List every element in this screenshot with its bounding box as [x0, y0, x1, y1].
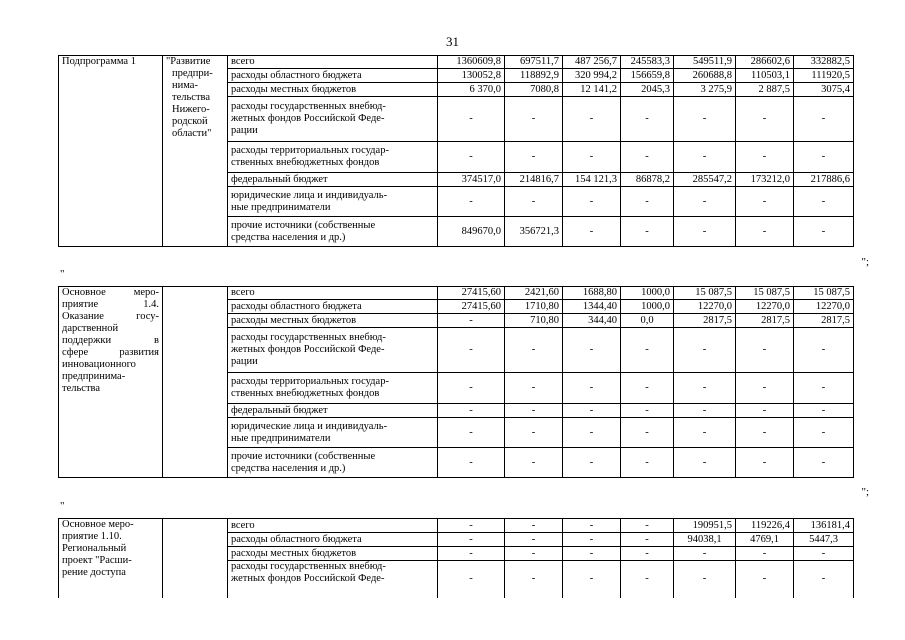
- cell: -: [438, 404, 505, 418]
- cell: -: [621, 142, 674, 173]
- cell: 27415,60: [438, 287, 505, 300]
- subprogram-1-table: [58, 55, 854, 247]
- row-label: расходы областного бюджета: [228, 69, 438, 83]
- cell: -: [505, 519, 563, 533]
- cell: -: [505, 404, 563, 418]
- cell: 332882,5: [794, 56, 854, 69]
- cell: 2045,3: [621, 83, 674, 97]
- cell: -: [736, 373, 794, 404]
- cell: -: [621, 418, 674, 448]
- cell: -: [736, 217, 794, 247]
- cell: 15 087,5: [674, 287, 736, 300]
- cell: -: [621, 97, 674, 142]
- cell: -: [438, 373, 505, 404]
- cell: 136181,4: [794, 519, 854, 533]
- cell: -: [505, 561, 563, 598]
- section-1-subtitle: "Развитие предпри- нима- тельства Нижего- родской области": [163, 56, 228, 247]
- cell: -: [438, 97, 505, 142]
- cell: -: [505, 373, 563, 404]
- cell: -: [794, 373, 854, 404]
- row-label: расходы местных бюджетов: [228, 83, 438, 97]
- row-label: юридические лица и индивидуаль- ные предприниматели: [228, 187, 438, 217]
- cell: 1344,40: [563, 300, 621, 314]
- cell: 6 370,0: [438, 83, 505, 97]
- row-label: прочие источники (собственные средства населения и др.): [228, 217, 438, 247]
- cell: -: [438, 418, 505, 448]
- page-number: 31: [446, 34, 459, 49]
- cell: 1360609,8: [438, 56, 505, 69]
- measure-1-10-table: [58, 518, 854, 598]
- cell: -: [621, 404, 674, 418]
- cell: 374517,0: [438, 173, 505, 187]
- cell: -: [621, 328, 674, 373]
- cell: -: [621, 519, 674, 533]
- row-all: [59, 519, 854, 533]
- cell: -: [674, 418, 736, 448]
- cell: 214816,7: [505, 173, 563, 187]
- cell: -: [621, 547, 674, 561]
- cell: -: [621, 533, 674, 547]
- cell: 487 256,7: [563, 56, 621, 69]
- cell: 344,40: [563, 314, 621, 328]
- cell: 156659,8: [621, 69, 674, 83]
- cell: -: [674, 373, 736, 404]
- cell: -: [621, 187, 674, 217]
- cell: -: [794, 142, 854, 173]
- cell: -: [794, 448, 854, 478]
- cell: 27415,60: [438, 300, 505, 314]
- section-3-title: Основное меро- приятие 1.10. Региональный проект "Расши- рение доступа: [59, 519, 163, 598]
- cell: 154 121,3: [563, 173, 621, 187]
- cell: -: [736, 142, 794, 173]
- cell: 2421,60: [505, 287, 563, 300]
- cell: 849670,0: [438, 217, 505, 247]
- row-label: расходы местных бюджетов: [228, 547, 438, 561]
- cell: 710,80: [505, 314, 563, 328]
- cell: 86878,2: [621, 173, 674, 187]
- cell: -: [563, 519, 621, 533]
- cell: 12270,0: [674, 300, 736, 314]
- row-label: расходы областного бюджета: [228, 300, 438, 314]
- row-label: федеральный бюджет: [228, 404, 438, 418]
- cell: -: [794, 328, 854, 373]
- row-label: расходы территориальных государ- ственных внебюджетных фондов: [228, 373, 438, 404]
- cell: -: [674, 404, 736, 418]
- quote-opener: ": [60, 268, 65, 280]
- cell: -: [438, 519, 505, 533]
- cell: -: [674, 97, 736, 142]
- cell: -: [674, 187, 736, 217]
- cell: 549511,9: [674, 56, 736, 69]
- cell: -: [736, 448, 794, 478]
- cell: -: [736, 187, 794, 217]
- cell: 285547,2: [674, 173, 736, 187]
- cell: 4769,1: [736, 533, 794, 547]
- cell: -: [736, 418, 794, 448]
- cell: 697511,7: [505, 56, 563, 69]
- cell: -: [674, 328, 736, 373]
- row-label: расходы областного бюджета: [228, 533, 438, 547]
- cell: -: [794, 418, 854, 448]
- row-all: [59, 56, 854, 69]
- measure-1-4-table: [58, 286, 854, 478]
- cell: 286602,6: [736, 56, 794, 69]
- cell: -: [505, 418, 563, 448]
- cell: -: [563, 142, 621, 173]
- cell: 2 887,5: [736, 83, 794, 97]
- row-label: расходы государственных внебюд- жетных фондов Российской Феде- рации: [228, 97, 438, 142]
- cell: 110503,1: [736, 69, 794, 83]
- cell: 1000,0: [621, 300, 674, 314]
- cell: -: [674, 561, 736, 598]
- cell: -: [438, 328, 505, 373]
- section-3-subtitle-empty: [163, 519, 228, 598]
- cell: 1688,80: [563, 287, 621, 300]
- cell: 1710,80: [505, 300, 563, 314]
- cell: -: [736, 561, 794, 598]
- cell: 5447,3: [794, 533, 854, 547]
- cell: -: [505, 187, 563, 217]
- cell: 7080,8: [505, 83, 563, 97]
- row-label: всего: [228, 56, 438, 69]
- cell: -: [736, 328, 794, 373]
- cell: -: [563, 187, 621, 217]
- cell: 0,0: [621, 314, 674, 328]
- section-1-title: Подпрограмма 1: [59, 56, 163, 247]
- cell: -: [505, 448, 563, 478]
- row-label: всего: [228, 287, 438, 300]
- cell: -: [438, 547, 505, 561]
- cell: 118892,9: [505, 69, 563, 83]
- cell: -: [794, 217, 854, 247]
- row-label: расходы государственных внебюд- жетных фондов Российской Феде- рации: [228, 328, 438, 373]
- cell: 217886,6: [794, 173, 854, 187]
- cell: -: [438, 561, 505, 598]
- cell: -: [563, 328, 621, 373]
- cell: -: [621, 448, 674, 478]
- cell: -: [505, 533, 563, 547]
- cell: 173212,0: [736, 173, 794, 187]
- section-2-subtitle-empty: [163, 287, 228, 478]
- cell: 320 994,2: [563, 69, 621, 83]
- cell: -: [438, 448, 505, 478]
- cell: 130052,8: [438, 69, 505, 83]
- row-label: расходы местных бюджетов: [228, 314, 438, 328]
- cell: 2817,5: [674, 314, 736, 328]
- cell: -: [505, 547, 563, 561]
- cell: 12270,0: [736, 300, 794, 314]
- cell: -: [563, 448, 621, 478]
- cell: 15 087,5: [794, 287, 854, 300]
- cell: -: [674, 142, 736, 173]
- cell: 260688,8: [674, 69, 736, 83]
- cell: -: [438, 187, 505, 217]
- cell: 190951,5: [674, 519, 736, 533]
- cell: 119226,4: [736, 519, 794, 533]
- cell: 94038,1: [674, 533, 736, 547]
- quote-opener: ": [60, 500, 65, 512]
- cell: -: [505, 328, 563, 373]
- cell: -: [794, 97, 854, 142]
- cell: 2817,5: [794, 314, 854, 328]
- cell: 111920,5: [794, 69, 854, 83]
- cell: -: [794, 547, 854, 561]
- cell: 3075,4: [794, 83, 854, 97]
- quote-closer: ";: [861, 256, 869, 268]
- cell: -: [563, 97, 621, 142]
- cell: -: [794, 187, 854, 217]
- cell: -: [621, 217, 674, 247]
- cell: -: [505, 142, 563, 173]
- cell: 12 141,2: [563, 83, 621, 97]
- cell: -: [563, 533, 621, 547]
- cell: 3 275,9: [674, 83, 736, 97]
- cell: -: [621, 561, 674, 598]
- cell: -: [563, 561, 621, 598]
- cell: 15 087,5: [736, 287, 794, 300]
- row-label: прочие источники (собственные средства населения и др.): [228, 448, 438, 478]
- cell: -: [794, 404, 854, 418]
- cell: -: [736, 547, 794, 561]
- cell: -: [438, 314, 505, 328]
- cell: -: [563, 404, 621, 418]
- cell: -: [505, 97, 563, 142]
- cell: -: [563, 373, 621, 404]
- row-label: юридические лица и индивидуаль- ные предприниматели: [228, 418, 438, 448]
- cell: 1000,0: [621, 287, 674, 300]
- cell: -: [563, 418, 621, 448]
- cell: -: [674, 547, 736, 561]
- cell: 12270,0: [794, 300, 854, 314]
- section-2-title: Основное меро- приятие 1.4. Оказание госу- дарственной поддержки в сфере развития инновационного предпринима- тельства: [59, 287, 163, 478]
- cell: -: [563, 217, 621, 247]
- cell: -: [736, 97, 794, 142]
- cell: -: [794, 561, 854, 598]
- row-label: расходы государственных внебюд- жетных фондов Российской Феде-: [228, 561, 438, 598]
- cell: -: [736, 404, 794, 418]
- row-label: федеральный бюджет: [228, 173, 438, 187]
- cell: 245583,3: [621, 56, 674, 69]
- quote-closer: ";: [861, 486, 869, 498]
- cell: 356721,3: [505, 217, 563, 247]
- cell: 2817,5: [736, 314, 794, 328]
- cell: -: [674, 448, 736, 478]
- cell: -: [438, 533, 505, 547]
- cell: -: [563, 547, 621, 561]
- row-all: [59, 287, 854, 300]
- row-label: расходы территориальных государ- ственных внебюджетных фондов: [228, 142, 438, 173]
- cell: -: [438, 142, 505, 173]
- cell: -: [674, 217, 736, 247]
- row-label: всего: [228, 519, 438, 533]
- cell: -: [621, 373, 674, 404]
